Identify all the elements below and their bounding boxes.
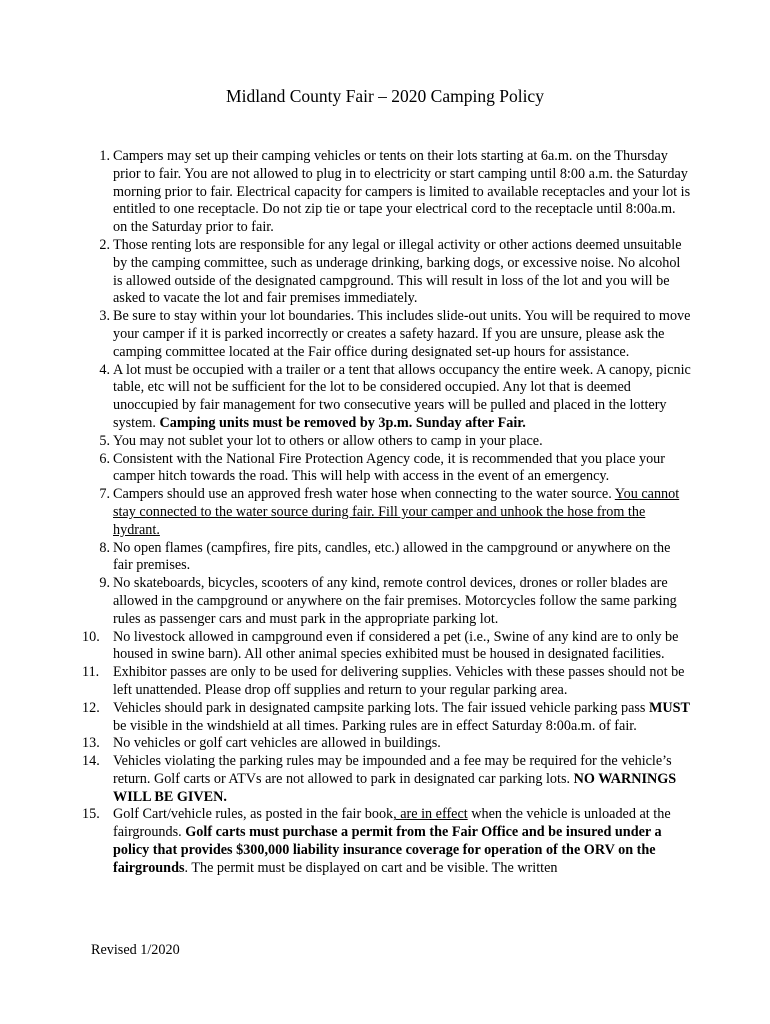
- list-item: [80, 486, 692, 539]
- item-text: Vehicles should park in designated campsite parking lots. The fair issued vehicle parking pass: [113, 699, 649, 716]
- item-number: 7.: [99, 486, 110, 503]
- item-number: 12.: [82, 699, 100, 716]
- item-bold-text: NO WARNINGS WILL BE GIVEN.: [113, 770, 677, 805]
- item-text: when the vehicle is unloaded at the fairgrounds.: [113, 806, 671, 841]
- item-bold-text: Camping units must be removed by 3p.m. Sunday after Fair.: [159, 414, 526, 431]
- item-text: No open flames (campfires, fire pits, candles, etc.) allowed in the campground or anywhere on the fair premises.: [113, 539, 671, 574]
- list-item: [80, 753, 692, 806]
- policy-list: [80, 148, 692, 878]
- item-text: Be sure to stay within your lot boundaries. This includes slide-out units. You will be required to move your camper if it is parked incorrectly or creates a safety hazard. If you are unsure, please ask the camping committee located at the Fair office during designated set-up hours for assistance.: [113, 308, 691, 360]
- list-item: [80, 664, 692, 700]
- item-text: Campers should use an approved fresh water hose when connecting to the water source.: [113, 486, 615, 503]
- item-number: 10.: [82, 628, 100, 645]
- item-text: . The permit must be displayed on cart and be visible. The written: [184, 859, 558, 876]
- item-text: No vehicles or golf cart vehicles are allowed in buildings.: [113, 735, 441, 752]
- item-number: 2.: [99, 236, 110, 253]
- item-number: 1.: [99, 148, 110, 164]
- list-item: [80, 735, 692, 753]
- list-item: [80, 629, 692, 665]
- item-text: Consistent with the National Fire Protection Agency code, it is recommended that you place your camper hitch towards the road. This will help with access in the event of an emergency.: [113, 450, 666, 485]
- item-underlined-text: You cannot stay connected to the water source during fair. Fill your camper and unhook the hose from the hydrant.: [113, 486, 680, 538]
- item-text: Those renting lots are responsible for any legal or illegal activity or other actions deemed unsuitable by the camping committee, such as underage drinking, barking dogs, or excessive noise. No alcohol is allowed outside of the designated campground. This will result in loss of the lot and you will be asked to vacate the lot and fair premises immediately.: [113, 236, 682, 307]
- item-number: 5.: [99, 432, 110, 449]
- list-item: [80, 451, 692, 487]
- item-number: 11.: [82, 664, 100, 681]
- item-text: be visible in the windshield at all times. Parking rules are in effect Saturday 8:00a.m. of fair.: [113, 717, 637, 734]
- item-underlined-text: , are in effect: [393, 806, 468, 823]
- item-bold-text: MUST: [648, 699, 690, 716]
- item-text: Vehicles violating the parking rules may be impounded and a fee may be required for the vehicle’s return. Golf carts or ATVs are not allowed to park in designated car parking lots.: [113, 753, 672, 787]
- list-item: [80, 540, 692, 576]
- item-number: 15.: [82, 806, 100, 823]
- page-title: Midland County Fair – 2020 Camping Policy: [226, 86, 544, 106]
- list-item: [80, 700, 692, 736]
- item-text: Campers may set up their camping vehicles or tents on their lots starting at 6a.m. on the Thursday prior to fair. You are not allowed to plug in to electricity or start camping until 8:00 a.m. the Saturday morning prior to fair. Electrical capacity for campers is limited to available receptacles and your lot is entitled to one receptacle. Do not zip tie or tape your electrical cord to the receptacle until 8:00a.m. on the Saturday prior to fair.: [113, 148, 691, 236]
- item-number: 8.: [99, 539, 110, 556]
- item-number: 13.: [82, 735, 100, 752]
- item-number: 4.: [99, 361, 110, 378]
- revision-note: Revised 1/2020: [91, 942, 180, 958]
- item-text: You may not sublet your lot to others or allow others to camp in your place.: [113, 432, 543, 449]
- item-bold-text: Golf carts must purchase a permit from the Fair Office and be insured under a policy that provides $300,000 liability insurance coverage for operation of the ORV on the fairgrounds: [113, 824, 662, 876]
- item-number: 9.: [99, 575, 110, 592]
- list-item: [80, 575, 692, 628]
- list-item: [80, 237, 692, 308]
- list-item: [80, 433, 692, 451]
- item-text: A lot must be occupied with a trailer or a tent that allows occupancy the entire week. A canopy, picnic table, etc will not be sufficient for the lot to be considered occupied. Any lot that is deemed unoccupied by fair management for two consecutive years will be pulled and placed in the lottery system.: [113, 361, 691, 431]
- item-number: 14.: [82, 753, 100, 770]
- item-text: No skateboards, bicycles, scooters of any kind, remote control devices, drones or roller blades are allowed in the campground or anywhere on the fair premises. Motorcycles follow the same parking rules as passenger cars and must park in the appropriate parking lot.: [113, 575, 677, 627]
- list-item: [80, 806, 692, 877]
- item-number: 3.: [99, 308, 110, 325]
- list-item: [80, 362, 692, 433]
- item-text: Exhibitor passes are only to be used for delivering supplies. Vehicles with these passes should not be left unattended. Please drop off supplies and return to your regular parking area.: [113, 664, 685, 698]
- item-number: 6.: [99, 450, 110, 467]
- item-text: No livestock allowed in campground even if considered a pet (i.e., Swine of any kind are to only be housed in swine barn). All other animal species exhibited must be housed in designated facilities.: [113, 628, 679, 663]
- item-text: Golf Cart/vehicle rules, as posted in the fair book: [113, 806, 394, 823]
- list-item: [80, 308, 692, 361]
- list-item: [80, 148, 692, 237]
